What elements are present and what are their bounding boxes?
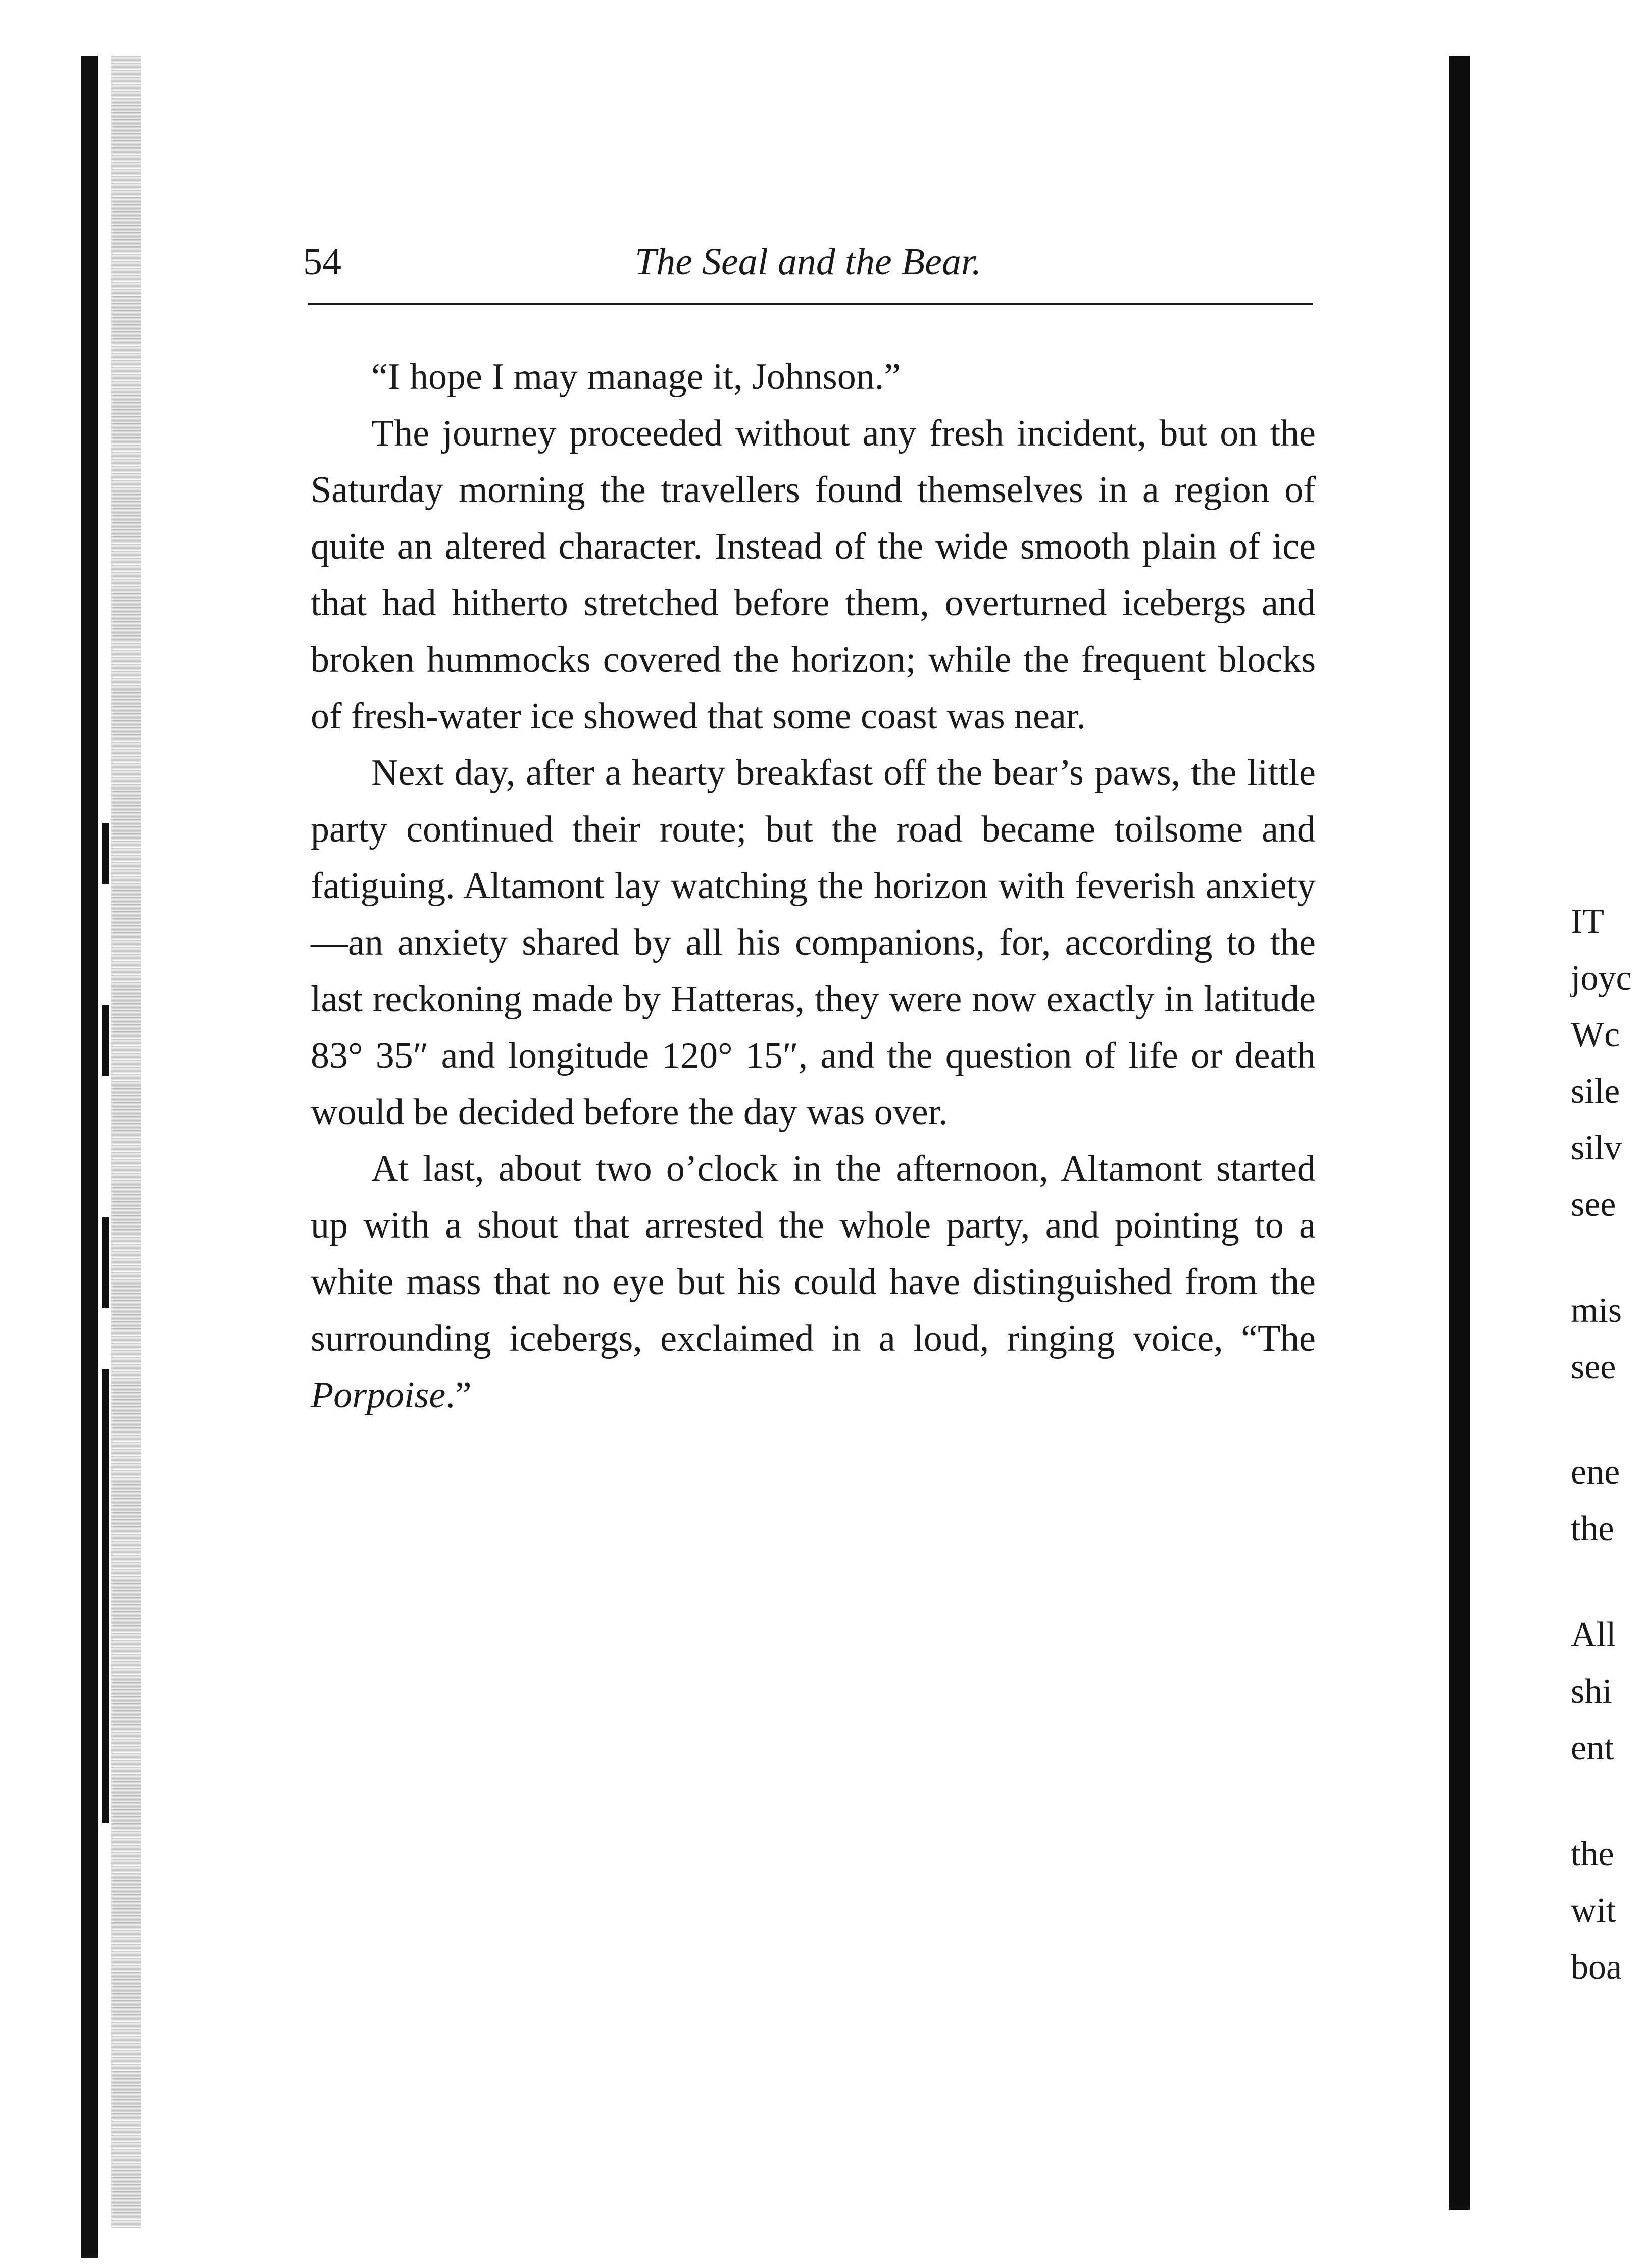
next-page-line: see [1571, 1185, 1616, 1224]
next-page-line: All [1571, 1615, 1616, 1654]
next-page-line: shi [1571, 1672, 1612, 1711]
next-page-line: Wc [1571, 1015, 1620, 1054]
binding-edge-mark [102, 1217, 109, 1308]
paragraph: Next day, after a hearty breakfast off the bear’s paws, the little party continued their route; but the road became toilsome and fatiguing. Altamont lay watching the horizon with feverish anxiety—an anxiety shared by all his companions, for, according to the last reckoning made by Hatteras, they were now exactly in latitude 83° 35″ and longitude 120° 15″, and the question of life or death would be decided before the day was over. [311, 752, 1316, 1133]
ship-name: Porpoise [311, 1374, 446, 1416]
next-page-line: wit [1571, 1891, 1616, 1930]
next-page-line: IT [1571, 902, 1605, 941]
next-page-line: the [1571, 1835, 1614, 1873]
next-page-line: boa [1571, 1948, 1622, 1987]
binding-edge-mark [102, 1369, 109, 1823]
next-page-line: see [1571, 1348, 1616, 1387]
binding-edge-mark [102, 1005, 109, 1076]
next-page-line: sile [1571, 1072, 1620, 1111]
paragraph-text: At last, about two o’clock in the afternoon, Altamont started up with a shout that arrested the whole party, and pointing to a white mass that no eye but his could have distinguished from the surrounding icebergs, exclaimed in a loud, ringing voice, “The [311, 1148, 1316, 1359]
paragraph-last [311, 1141, 1316, 1423]
next-page-line: ene [1571, 1453, 1620, 1492]
paragraph: The journey proceeded without any fresh incident, but on the Saturday morning the travellers found themselves in a region of quite an altered character. Instead of the wide smooth plain of ice that had hitherto stretched before them, overturned icebergs and broken hummocks covered the horizon; while the frequent blocks of fresh-water ice showed that some coast was near. [311, 413, 1316, 737]
header-rule [308, 303, 1313, 305]
page-header [303, 242, 1313, 303]
next-page-line: mis [1571, 1291, 1622, 1330]
body-text [311, 349, 1316, 1423]
paragraph-end: .” [445, 1374, 472, 1416]
running-title: The Seal and the Bear. [634, 240, 981, 283]
next-page-line: silv [1571, 1128, 1622, 1167]
binding-edge-shadow [76, 56, 146, 2268]
paragraph: “I hope I may manage it, Johnson.” [371, 356, 901, 398]
next-page-line: ent [1571, 1729, 1614, 1767]
next-page-line: joyc [1571, 959, 1632, 998]
page-number: 54 [303, 240, 341, 283]
gutter-shadow [1449, 56, 1470, 2210]
binding-edge-speckle [111, 56, 141, 2228]
binding-edge-mark [102, 823, 109, 884]
next-page-line: the [1571, 1509, 1614, 1548]
binding-edge-line [81, 56, 98, 2258]
